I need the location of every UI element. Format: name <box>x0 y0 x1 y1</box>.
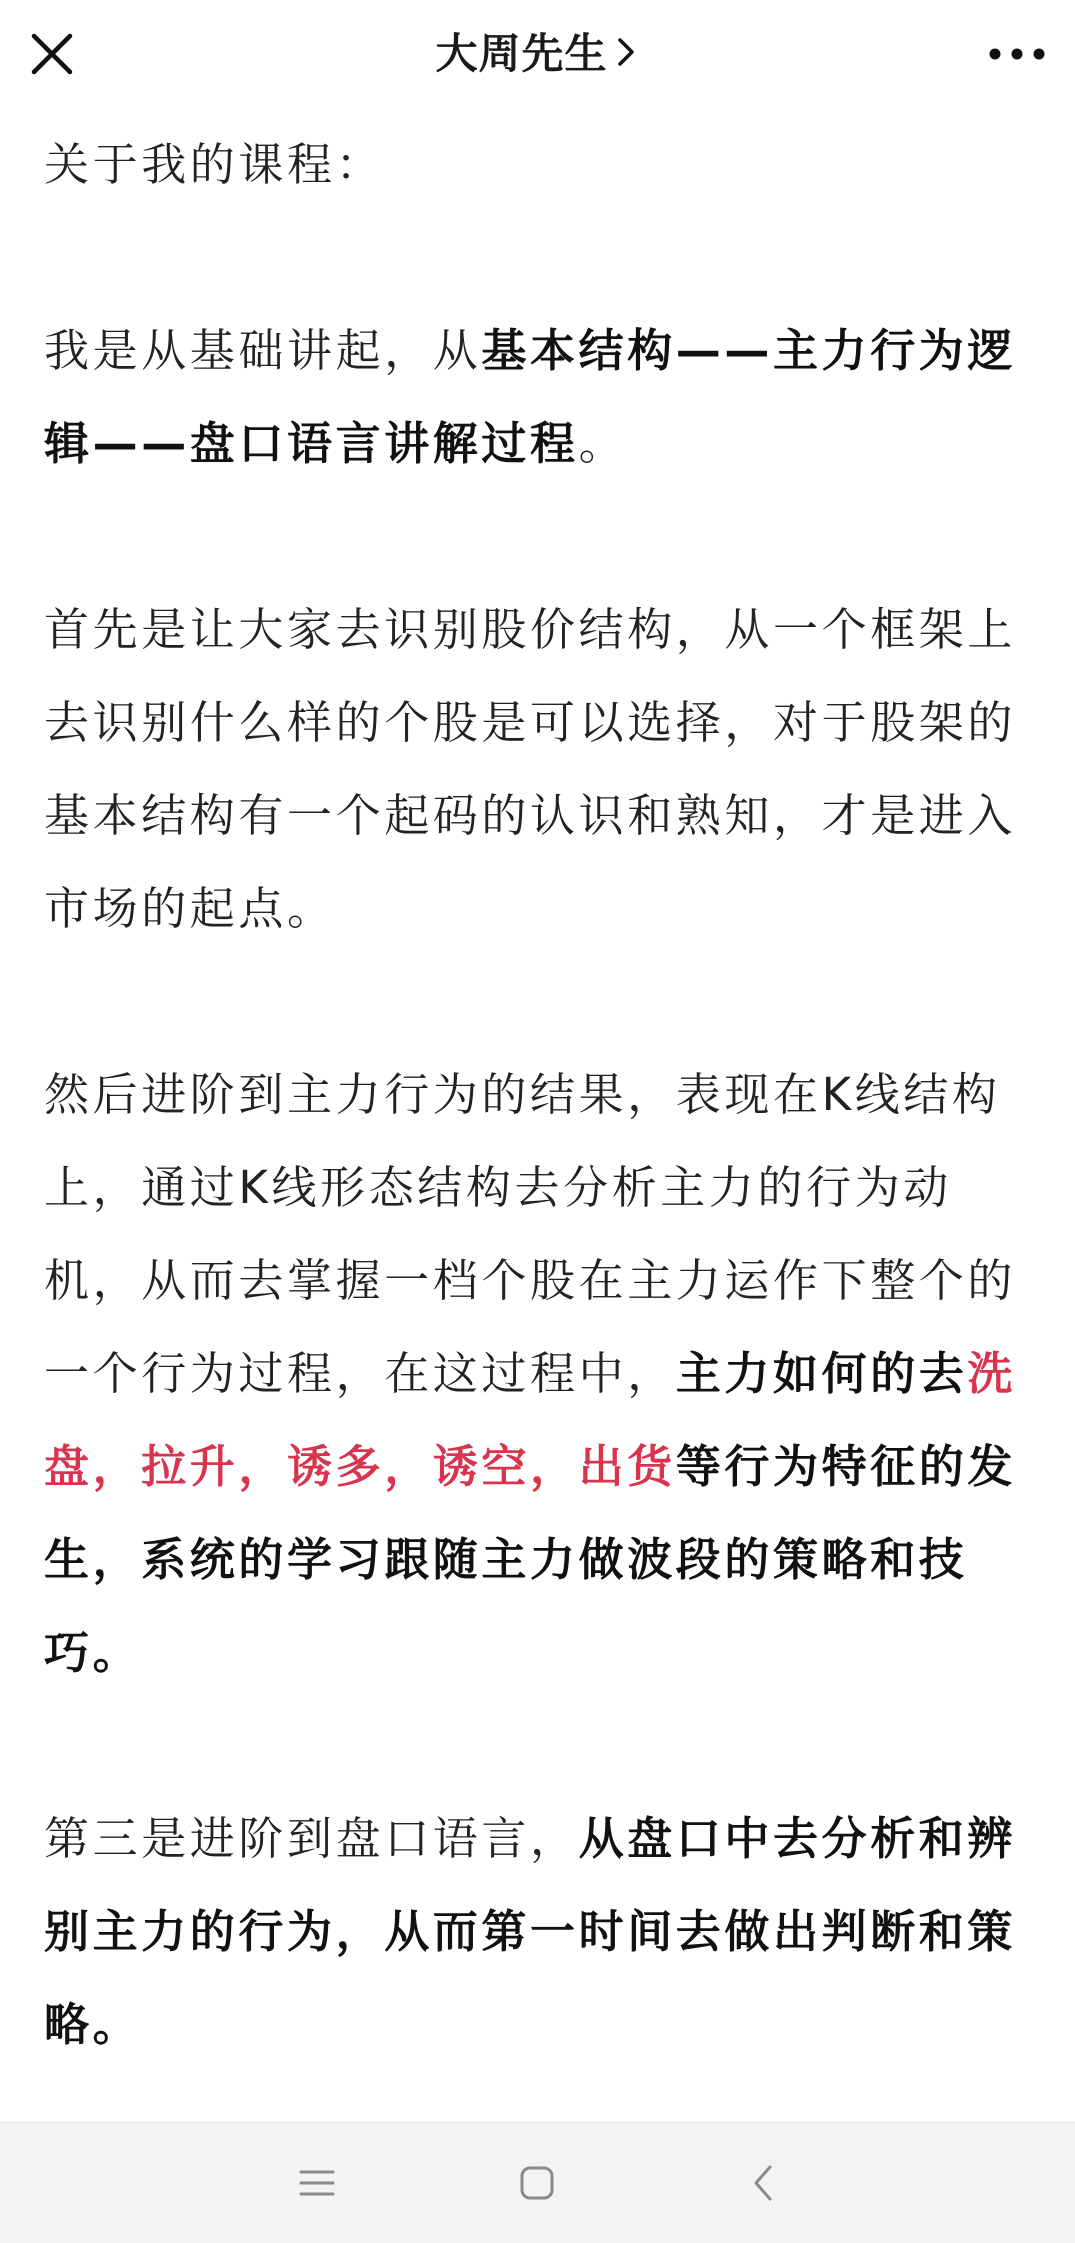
article-heading: 关于我的课程： <box>44 138 385 191</box>
p1-end: 。 <box>578 417 628 470</box>
top-bar <box>0 0 1075 112</box>
more-dots-icon <box>985 34 1049 74</box>
paragraph-2: 首先是让大家去识别股价结构，从一个框架上去识别什么样的个股是可以选择，对于股架的基本结构有一个起码的认识和熟知，才是进入市场的起点。 <box>44 603 1017 935</box>
paragraph-4 <box>44 1792 1044 2071</box>
paragraph-gap <box>44 955 1044 1048</box>
account-name: 大周先生 <box>435 29 608 78</box>
p4-bold: 从盘口中去分析和辨别主力的行为，从而第一时间去做出判断和策略。 <box>44 1812 1017 2051</box>
nav-menu-button[interactable] <box>289 2155 345 2211</box>
nav-back-button[interactable] <box>736 2155 792 2211</box>
more-button[interactable] <box>985 34 1049 74</box>
article-body <box>44 118 1044 2071</box>
paragraph-gap <box>44 1699 1044 1792</box>
system-nav-bar <box>0 2122 1075 2243</box>
p4-text: 第三是进阶到盘口语言， <box>44 1812 579 1865</box>
menu-icon <box>289 2155 345 2211</box>
p3-text: 然后进阶到主力行为的结果，表现在K线结构上，通过K线形态结构去分析主力的行为动机，从而去掌握一档个股在主力运作下整个的一个行为过程，在这过程中， <box>44 1068 1017 1400</box>
paragraph-gap <box>44 490 1044 583</box>
p3-red-highlight: 洗盘，拉升，诱多，诱空，出货 <box>44 1347 1017 1493</box>
paragraph-gap <box>44 211 1044 304</box>
p1-text: 我是从基础讲起，从 <box>44 324 482 377</box>
p3-bold-1: 主力如何的去 <box>675 1347 968 1400</box>
paragraph-1 <box>44 304 1044 490</box>
nav-home-button[interactable] <box>509 2155 565 2211</box>
account-title-link[interactable] <box>435 24 639 84</box>
p3-bold-2: 等行为特征的发生，系统的学习跟随主力做波段的策略和技巧。 <box>44 1440 1017 1679</box>
chevron-right-icon <box>614 34 640 70</box>
title-area <box>0 24 1075 84</box>
p1-bold: 基本结构——主力行为逻辑——盘口语言讲解过程 <box>44 324 1017 470</box>
home-square-icon <box>509 2155 565 2211</box>
back-chevron-icon <box>736 2155 792 2211</box>
paragraph-3 <box>44 1048 1044 1699</box>
